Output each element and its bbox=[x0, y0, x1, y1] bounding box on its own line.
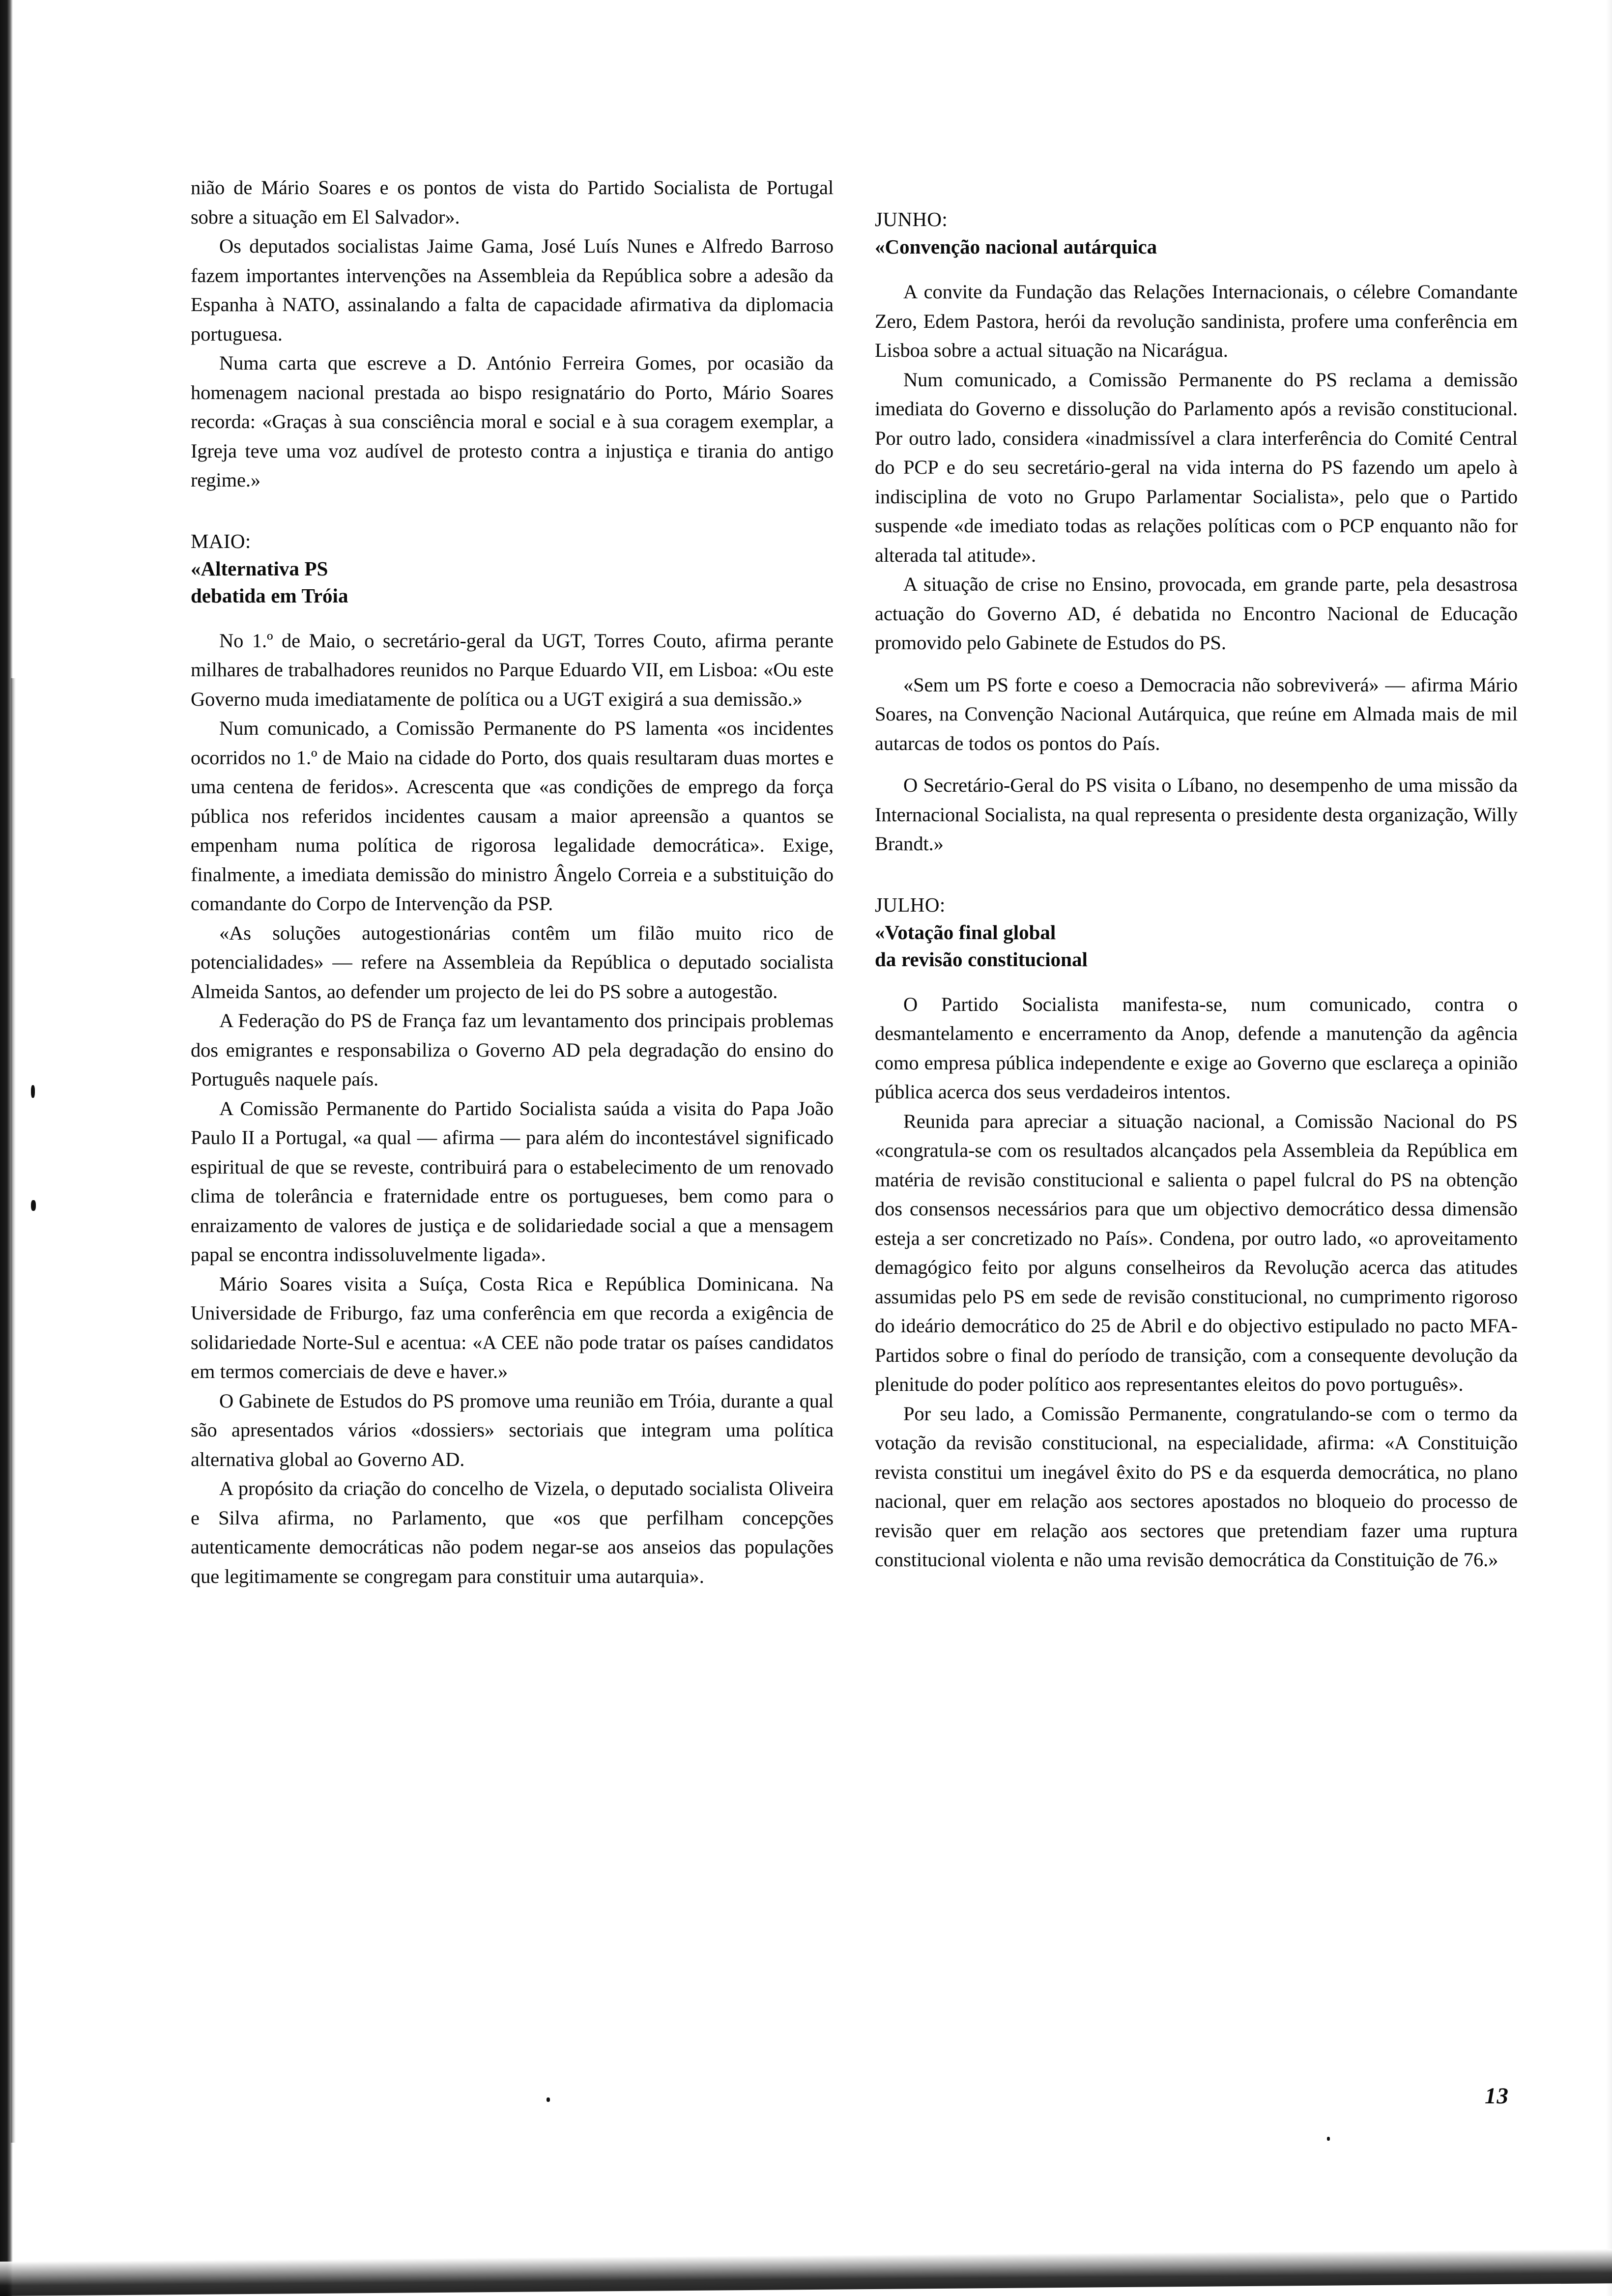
section-title-line-2: da revisão constitucional bbox=[875, 947, 1088, 971]
body-paragraph: Por seu lado, a Comissão Permanente, congratulando-se com o termo da votação da revisão constitucional, na especialidade, afirma: «A Constituição revista constitui um inegável êxito do PS e da esquerda democrática, no plano nacional, quer em relação aos sectores apostados no bloqueio do processo de revisão quer em relação aos sectores que pretendiam fazer uma ruptura constitucional violenta e não uma revisão democrática da Constituição de 76.» bbox=[875, 1402, 1518, 1571]
body-paragraph: Reunida para apreciar a situação nacional, a Comissão Nacional do PS «congratula-se com os resultados alcançados pela Assembleia da República em matéria de revisão constitucional e salienta o papel fulcral do PS na obtenção dos consensos necessários para que um objectivo democrático dessa dimensão esteja a ser concretizado no País». Condena, por outro lado, «o aproveitamento demagógico feito por alguns conselheiros da Revolução acerca das atitudes assumidas pelo PS em sede de revisão constitucional, no cumprimento rigoroso do ideário democrático do 25 de Abril e do objectivo estipulado no pacto MFA-Partidos sobre o final do período de transição, com a consequente devolução da plenitude do poder político aos representantes eleitos do povo português». bbox=[875, 1110, 1518, 1395]
body-paragraph: No 1.º de Maio, o secretário-geral da UGT, Torres Couto, afirma perante milhares de trabalhadores reunidos no Parque Eduardo VII, em Lisboa: «Ou este Governo muda imediatamente de política ou a UGT exigirá a sua demissão.» bbox=[191, 629, 834, 710]
body-paragraph: «Sem um PS forte e coeso a Democracia não sobreviverá» — afirma Mário Soares, na Convenção Nacional Autárquica, que reúne em Almada mais de mil autarcas de todos os pontos do País. bbox=[875, 673, 1518, 754]
left-text-column bbox=[191, 173, 834, 1591]
section-title-line-2: debatida em Tróia bbox=[191, 584, 348, 607]
section-title-line-1: «Votação final global bbox=[875, 920, 1056, 944]
body-paragraph: O Secretário-Geral do PS visita o Líbano, no desempenho de uma missão da Internacional Socialista, na qual representa o presidente desta organização, Willy Brandt.» bbox=[875, 774, 1518, 855]
body-paragraph: Os deputados socialistas Jaime Gama, José Luís Nunes e Alfredo Barroso fazem importantes intervenções na Assembleia da República sobre a adesão da Espanha à NATO, assinalando a falta de capacidade afirmativa da diplomacia portuguesa. bbox=[191, 235, 834, 345]
body-paragraph: A Comissão Permanente do Partido Socialista saúda a visita do Papa João Paulo II a Portugal, «a qual — afirma — para além do incontestável significado espiritual de que se reveste, contribuirá para o estabelecimento de um renovado clima de tolerância e fraternidade entre os portugueses, bem como para o enraizamento de valores de justiça e de solidariedade social a que a mensagem papal se encontra indissoluvelmente ligada». bbox=[191, 1097, 834, 1265]
section-title bbox=[191, 555, 834, 609]
body-paragraph: O Gabinete de Estudos do PS promove uma reunião em Tróia, durante a qual são apresentados vários «dossiers» sectoriais que integram uma política alternativa global ao Governo AD. bbox=[191, 1389, 834, 1470]
body-paragraph: A situação de crise no Ensino, provocada, em grande parte, pela desastrosa actuação do Governo AD, é debatida no Encontro Nacional de Educação promovido pelo Gabinete de Estudos do PS. bbox=[875, 573, 1518, 654]
section-title bbox=[875, 233, 1518, 260]
two-column-layout bbox=[191, 173, 1518, 1591]
scan-speck bbox=[31, 1085, 35, 1098]
body-paragraph: O Partido Socialista manifesta-se, num comunicado, contra o desmantelamento e encerramento da Anop, defende a manutenção da agência como empresa pública independente e exige ao Governo que esclareça a opinião pública acerca dos seus verdadeiros intentos. bbox=[875, 993, 1518, 1103]
right-text-column bbox=[875, 173, 1518, 1591]
section-title bbox=[875, 919, 1518, 973]
body-paragraph: A Federação do PS de França faz um levantamento dos principais problemas dos emigrantes e responsabiliza o Governo AD pela degradação do ensino do Português naquele país. bbox=[191, 1009, 834, 1090]
body-paragraph: A convite da Fundação das Relações Internacionais, o célebre Comandante Zero, Edem Pastora, herói da revolução sandinista, profere uma conferência em Lisboa sobre a actual situação na Nicarágua. bbox=[875, 281, 1518, 361]
body-paragraph: Num comunicado, a Comissão Permanente do PS reclama a demissão imediata do Governo e dissolução do Parlamento após a revisão constitucional. Por outro lado, considera «inadmissível a clara interferência do Comité Central do PCP e do seu secretário-geral na vida interna do PS fazendo um apelo à indisciplina de voto no Grupo Parlamentar Socialista», pelo que o Partido suspende «de imediato todas as relações políticas com o PCP enquanto não for alterada tal atitude». bbox=[875, 368, 1518, 566]
scan-speck bbox=[31, 1200, 36, 1211]
page-number: 13 bbox=[1485, 2083, 1509, 2109]
section-title-line-1: «Convenção nacional autárquica bbox=[875, 235, 1157, 258]
scan-speck bbox=[547, 2097, 550, 2102]
section-title-line-1: «Alternativa PS bbox=[191, 557, 328, 580]
month-heading: JUNHO: bbox=[875, 208, 948, 230]
body-paragraph: «As soluções autogestionárias contêm um filão muito rico de potencialidades» — refere na Assembleia da República o deputado socialista Almeida Santos, ao defender um projecto de lei do PS sobre a autogestão. bbox=[191, 921, 834, 1003]
month-heading: MAIO: bbox=[191, 529, 251, 552]
body-paragraph: nião de Mário Soares e os pontos de vista do Partido Socialista de Portugal sobre a situação em El Salvador». bbox=[191, 176, 834, 228]
scan-edge-right-artifact bbox=[1606, 0, 1612, 2296]
scan-edge-left-secondary-artifact bbox=[11, 678, 16, 2143]
body-paragraph: Num comunicado, a Comissão Permanente do PS lamenta «os incidentes ocorridos no 1.º de Maio na cidade do Porto, dos quais resultaram duas mortes e uma centena de feridos». Acrescenta que «as condições de emprego da força pública nos referidos incidentes causam a maior apreensão a quantos se empenham numa política de rigorosa legalidade democrática». Exige, finalmente, a imediata demissão do ministro Ângelo Correia e a substituição do comandante do Corpo de Intervenção da PSP. bbox=[191, 717, 834, 915]
body-paragraph: Numa carta que escreve a D. António Ferreira Gomes, por ocasião da homenagem nacional prestada ao bispo resignatário do Porto, Mário Soares recorda: «Graças à sua consciência moral e social e à sua coragem exemplar, a Igreja teve uma voz audível de protesto contra a injustiça e tirania do antigo regime.» bbox=[191, 352, 834, 491]
body-paragraph: A propósito da criação do concelho de Vizela, o deputado socialista Oliveira e Silva afirma, no Parlamento, que «os que perfilham concepções autenticamente democráticas não podem negar-se aos anseios das populações que legitimamente se congregam para constituir uma autarquia». bbox=[191, 1477, 834, 1587]
scan-speck bbox=[1327, 2137, 1330, 2141]
body-paragraph: Mário Soares visita a Suíça, Costa Rica e República Dominicana. Na Universidade de Friburgo, faz uma conferência em que recorda a exigência de solidariedade Norte-Sul e acentua: «A CEE não pode tratar os países candidatos em termos comerciais de deve e haver.» bbox=[191, 1272, 834, 1382]
month-heading: JULHO: bbox=[875, 893, 946, 916]
scan-edge-bottom-artifact bbox=[0, 2249, 1612, 2296]
